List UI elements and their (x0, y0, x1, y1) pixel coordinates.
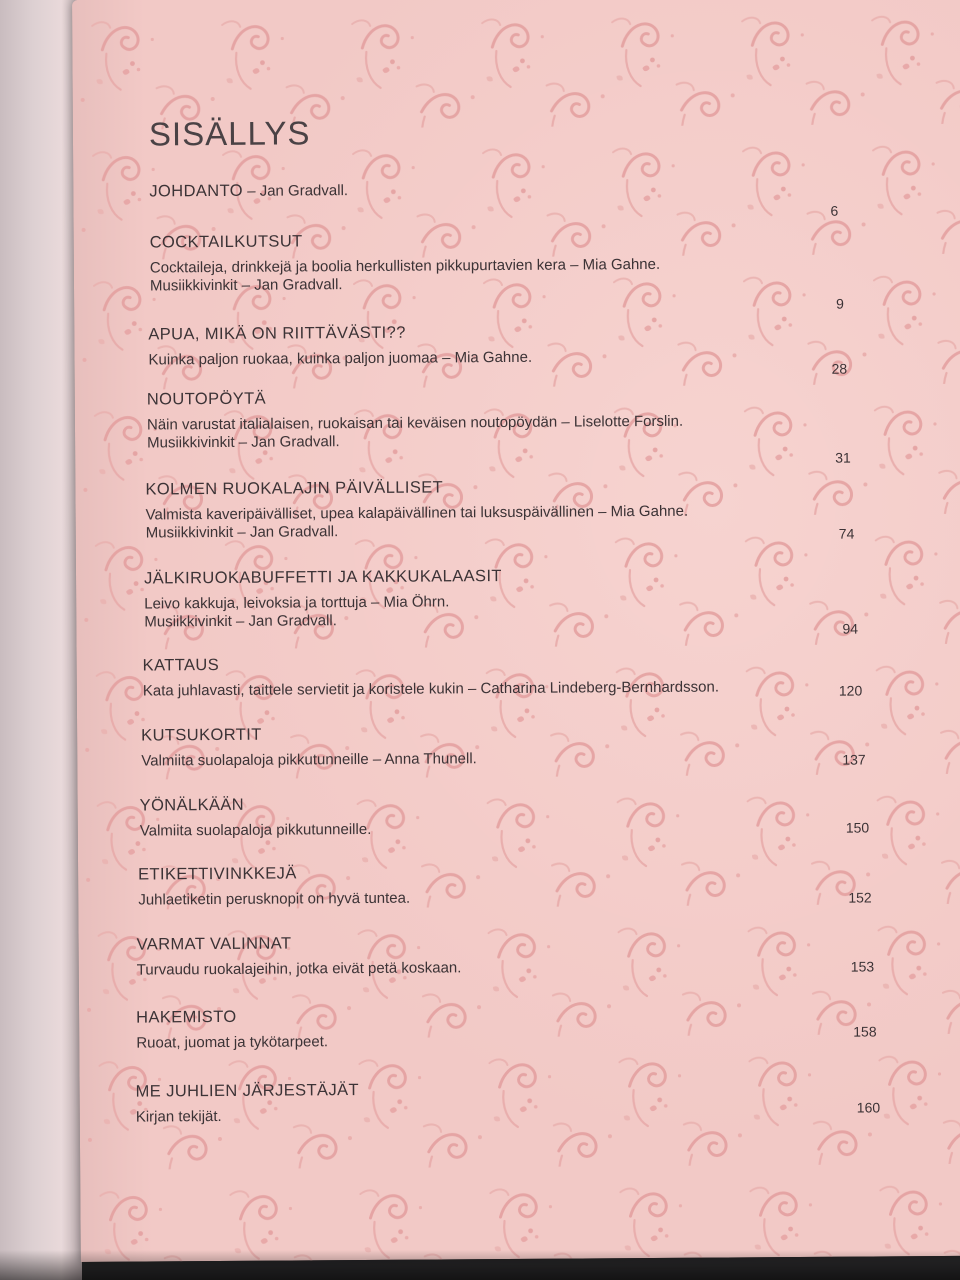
toc-entry (148, 319, 960, 377)
toc-entry-page-number: 153 (850, 958, 875, 975)
table-of-contents (72, 0, 960, 1262)
toc-entry-heading-text: VARMAT VALINNAT (136, 934, 292, 954)
toc-entry-description: Valmiita suolapaloja pikkutunneille. (139, 820, 372, 840)
toc-entry (138, 859, 960, 909)
toc-entry-heading (141, 726, 262, 746)
toc-entry (135, 1076, 960, 1126)
toc-entry-heading (136, 1081, 359, 1102)
toc-entry-heading-text: HAKEMISTO (136, 1007, 237, 1027)
toc-entry-page-number: 6 (830, 202, 839, 219)
toc-entry-description: Leivo kakkuja, leivoksia ja torttuja – Mia Öhrn. (144, 593, 450, 613)
toc-entry-page-number: 160 (856, 1099, 881, 1116)
toc-entry-heading-text: YÖNÄLKÄÄN (139, 795, 245, 815)
toc-entry-page-number: 150 (845, 819, 870, 836)
toc-entry-page-number: 28 (831, 360, 848, 377)
toc-entry-page-number: 158 (853, 1023, 877, 1040)
toc-entry (149, 176, 960, 219)
toc-entry-page-number: 9 (836, 295, 844, 312)
toc-entry-description: Musiikkivinkit – Jan Gradvall. (144, 612, 337, 631)
toc-entry-heading-text: NOUTOPÖYTÄ (146, 389, 267, 409)
toc-entry-heading (137, 934, 292, 954)
toc-entry-heading-text: KUTSUKORTIT (141, 725, 262, 745)
bottom-shadow (0, 1250, 960, 1280)
toc-entry-heading-text: COCKTAILKUTSUT (149, 232, 303, 252)
toc-entry (141, 720, 960, 770)
toc-entry-description: Ruoat, juomat ja tykötarpeet. (136, 1033, 329, 1052)
toc-entry-description: Turvaudu ruokalajeihin, jotka eivät petä koskaan. (136, 959, 462, 979)
toc-entry-heading-text: KOLMEN RUOKALAJIN PÄIVÄLLISET (145, 478, 444, 499)
toc-entry-heading (148, 324, 406, 345)
toc-entry-description: Kuinka paljon ruokaa, kuinka paljon juomaa – Mia Gahne. (148, 348, 533, 369)
toc-entry-description: Juhlaetiketin perusknopit on hyvä tuntea. (138, 889, 411, 909)
toc-entry (142, 650, 960, 700)
toc-entry-description: Valmiita suolapaloja pikkutunneille – Anna Thunell. (141, 750, 477, 770)
toc-entry-description: Cocktaileja, drinkkejä ja boolia herkullisten pikkupurtavien kera – Mia Gahne. (149, 255, 661, 277)
toc-entry (136, 929, 960, 979)
toc-entry-page-number: 31 (835, 449, 851, 466)
toc-entry-heading (136, 1008, 237, 1028)
toc-entry-heading-credit: – Jan Gradvall. (242, 182, 349, 200)
toc-entry (139, 790, 960, 840)
toc-entry-heading (140, 796, 245, 816)
toc-entry (143, 563, 960, 637)
toc-entry (136, 1002, 960, 1052)
toc-entry-heading (145, 478, 443, 499)
toc-entry-heading (138, 864, 297, 884)
toc-entry-heading (150, 232, 303, 252)
toc-entry-page-number: 152 (848, 889, 872, 906)
toc-entry-page-number: 94 (842, 620, 859, 637)
toc-entry-description: Näin varustat italialaisen, ruokaisan tai keväisen noutopöydän – Liselotte Forslin. (146, 412, 684, 434)
toc-entry-heading-text: APUA, MIKÄ ON RIITTÄVÄSTI?? (148, 323, 406, 344)
toc-entry-description: Kirjan tekijät. (135, 1107, 222, 1126)
toc-entry (145, 474, 960, 542)
toc-entry (149, 227, 960, 312)
toc-entry-heading (149, 181, 348, 201)
toc-entry-heading (144, 567, 502, 588)
toc-entry-page-number: 137 (842, 751, 866, 768)
toc-entry-heading-text: JÄLKIRUOKABUFFETTI JA KAKKUKALAASIT (143, 567, 502, 588)
toc-entry-description: Valmista kaveripäivälliset, upea kalapäivällinen tai luksuspäivällinen – Mia Gahne. (145, 502, 689, 524)
toc-entry (146, 384, 960, 466)
toc-entry-page-number: 120 (838, 682, 863, 699)
page-title: SISÄLLYS (148, 114, 311, 153)
toc-entry-heading-text: JOHDANTO (149, 181, 244, 201)
toc-entry-heading (143, 656, 220, 676)
contents-page (72, 0, 960, 1262)
toc-entry-description: Musiikkivinkit – Jan Gradvall. (145, 523, 339, 542)
toc-entry-heading-text: ETIKETTIVINKKEJÄ (138, 864, 297, 884)
toc-entry-page-number: 74 (838, 525, 855, 542)
toc-entry-heading-text: ME JUHLIEN JÄRJESTÄJÄT (135, 1081, 360, 1101)
toc-entry-description: Musiikkivinkit – Jan Gradvall. (149, 276, 343, 295)
toc-entry-description: Musiikkivinkit – Jan Gradvall. (147, 433, 340, 452)
toc-entry-heading (147, 390, 266, 410)
toc-entry-heading-text: KATTAUS (142, 655, 220, 675)
toc-entry-description: Kata juhlavasti, taittele servietit ja koristele kukin – Catharina Lindeberg-Bernhardsson. (142, 678, 720, 700)
left-page-edge (0, 0, 82, 1280)
